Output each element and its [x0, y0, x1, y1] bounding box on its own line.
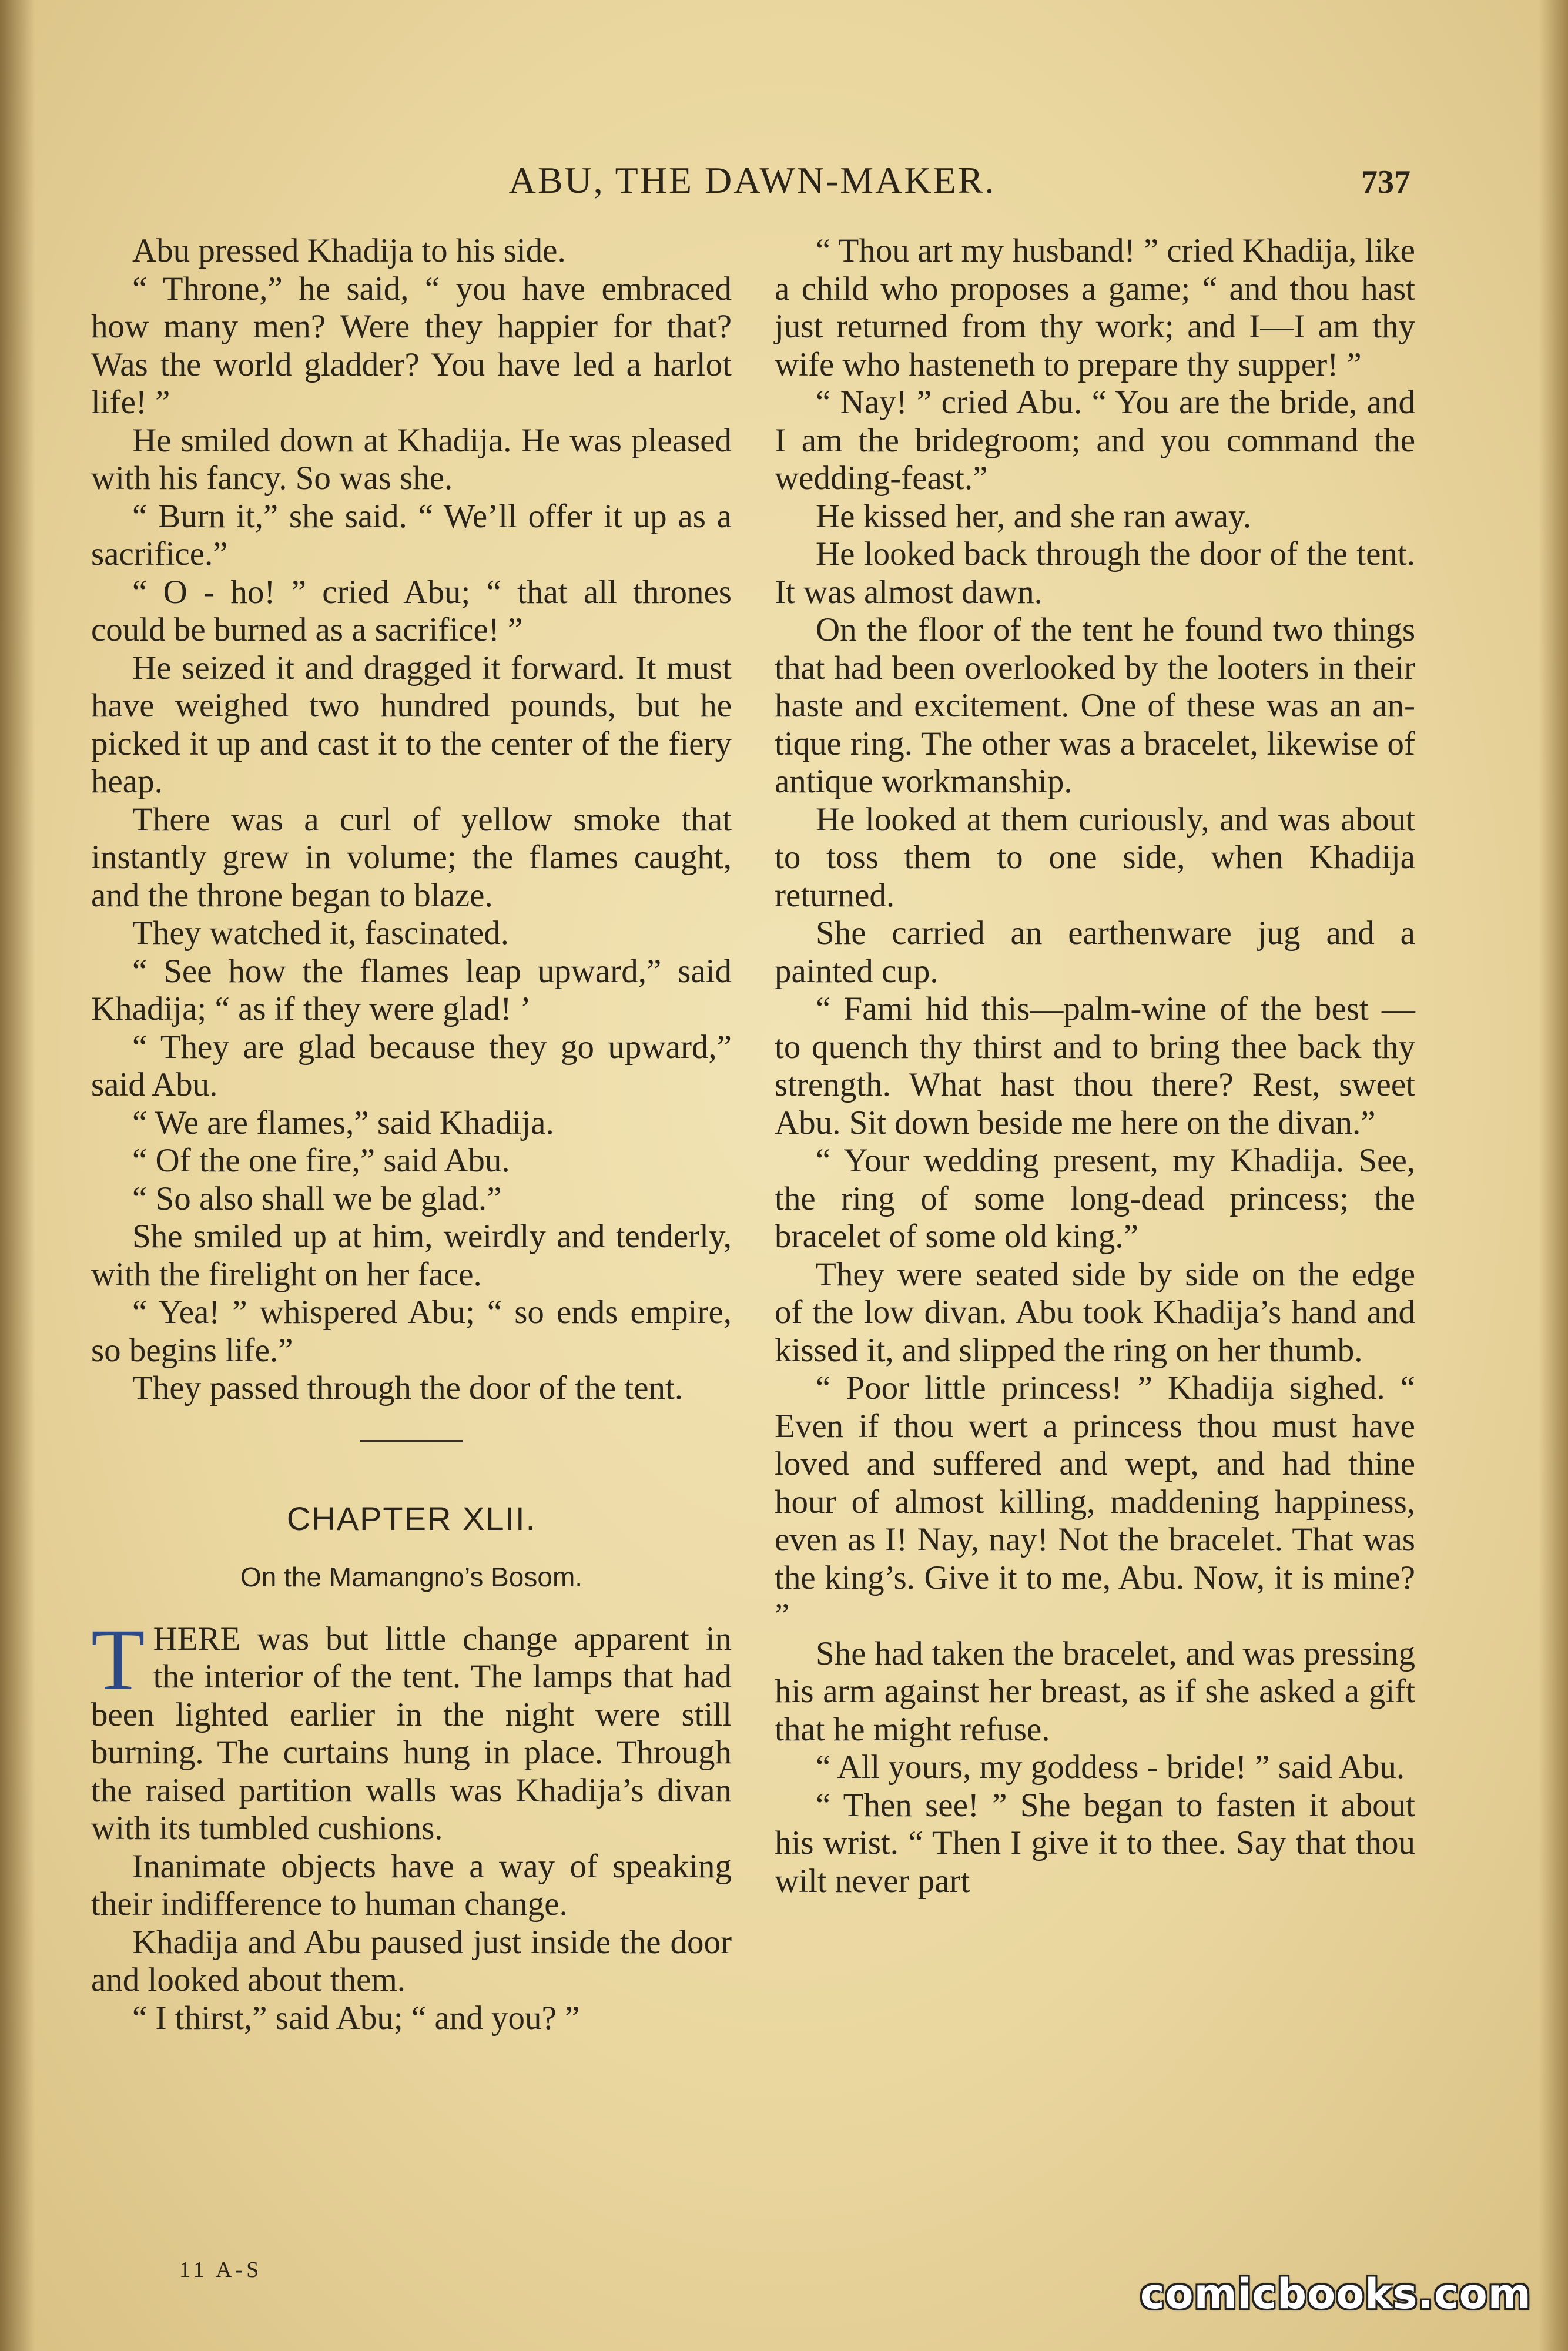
paragraph: He looked back through the door of the tent. It was almost dawn.	[775, 535, 1415, 611]
chapter-opening-paragraph	[91, 1610, 732, 1848]
paragraph: “ Your wedding present, my Khadija. See, the ring of some long-dead princess; the bracelet of some old king.”	[775, 1142, 1415, 1255]
drop-cap: T	[91, 1610, 145, 1709]
printer-signature-mark: 11 A-S	[179, 2258, 263, 2282]
paragraph: He looked at them curiously, and was about to toss them to one side, when Khadija returned.	[775, 801, 1415, 914]
paragraph: He smiled down at Khadija. He was pleased with his fancy. So was she.	[91, 421, 732, 497]
paragraph: There was a curl of yellow smoke that instantly grew in volume; the flames caught, and the throne began to blaze.	[91, 801, 732, 914]
paragraph: “ Fami hid this—palm-wine of the best — to quench thy thirst and to bring thee back thy strength. What hast thou there? Rest, sweet Abu. Sit down beside me here on the divan.”	[775, 990, 1415, 1141]
paragraph: “ I thirst,” said Abu; “ and you? ”	[132, 1999, 580, 2037]
paragraph: “ Poor little princess! ” Khadija sighed. “ Even if thou wert a princess thou must have loved and suffered and wept, and had thine hour of almost killing, maddening happiness, even as I! Nay, nay! Not the bracelet. That was the king’s. Give it to me, Abu. Now, it is mine? ”	[775, 1369, 1415, 1634]
chapter-title: CHAPTER XLII.	[286, 1499, 537, 1537]
paragraph: They watched it, fascinated.	[132, 915, 509, 952]
paragraph: They were seated side by side on the edge of the low divan. Abu took Khadija’s hand and kissed it, and slipped the ring on her thumb.	[775, 1255, 1415, 1369]
paragraph: She carried an earthenware jug and a painted cup.	[775, 915, 1415, 990]
paragraph: Abu pressed Khadija to his side.	[132, 232, 566, 269]
paragraph: “ See how the flames leap upward,” said Khadija; “ as if they were glad! ’	[91, 952, 732, 1027]
running-title: ABU, THE DAWN-MAKER.	[508, 159, 996, 201]
paragraph: “ Burn it,” she said. “ We’ll offer it up as a sacrifice.”	[91, 497, 732, 572]
page-number: 737	[1361, 164, 1410, 200]
paragraph: “ All yours, my goddess - bride! ” said Abu.	[816, 1749, 1405, 1786]
paragraph: She had taken the bracelet, and was pressing his arm against her breast, as if she asked a gift that he might refuse.	[775, 1635, 1415, 1748]
paragraph: “ Nay! ” cried Abu. “ You are the bride, and I am the bridegroom; and you command the wedding-feast.”	[775, 384, 1415, 497]
site-watermark: comicbooks.com	[1140, 2270, 1532, 2318]
paragraph: “ Then see! ” She began to fasten it about his wrist. “ Then I give it to thee. Say that thou wilt never part	[775, 1786, 1415, 1900]
paragraph: “ Throne,” he said, “ you have embraced how many men? Were they happier for that? Was the world gladder? You have led a harlot life! ”	[91, 270, 732, 421]
paragraph: He seized it and dragged it forward. It must have weighed two hundred pounds, but he picked it up and cast it to the center of the fiery heap.	[91, 649, 732, 800]
paragraph: On the floor of the tent he found two things that had been overlooked by the looters in their haste and excitement. One of these was an antique ring. The other was a bracelet, likewise of antique workmanship.	[775, 611, 1415, 800]
paragraph: Inanimate objects have a way of speaking their indifference to human change.	[91, 1847, 732, 1923]
chapter-subtitle: On the Mamangno’s Bosom.	[240, 1561, 583, 1592]
paragraph: HERE was but little change apparent in the interior of the tent. The lamps that had been lighted earlier in the night were still burning. The curtains hung in place. Through the raised partition walls was Khadija’s divan with its tumbled cushions.	[91, 1620, 732, 1847]
paragraph: “ We are flames,” said Khadija.	[132, 1104, 554, 1141]
paragraph: “ So also shall we be glad.”	[132, 1180, 502, 1217]
paragraph: He kissed her, and she ran away.	[816, 497, 1252, 535]
left-column	[91, 232, 732, 2037]
right-column	[775, 232, 1415, 1900]
paragraph: She smiled up at him, weirdly and tenderly, with the firelight on her face.	[91, 1218, 732, 1293]
paragraph: They passed through the door of the tent.	[132, 1369, 684, 1406]
section-divider	[360, 1440, 463, 1442]
paragraph: “ They are glad because they go upward,” said Abu.	[91, 1028, 732, 1103]
paragraph: “ Of the one fire,” said Abu.	[132, 1142, 510, 1179]
paragraph: “ Thou art my husband! ” cried Khadija, like a child who proposes a game; “ and thou hast just returned from thy work; and I—I am thy wife who hasteneth to prepare thy supper! ”	[775, 232, 1415, 383]
paragraph: “ O - ho! ” cried Abu; “ that all thrones could be burned as a sacrifice! ”	[91, 573, 732, 648]
paragraph: Khadija and Abu paused just inside the door and looked about them.	[91, 1923, 732, 1998]
paragraph: “ Yea! ” whispered Abu; “ so ends empire, so begins life.”	[91, 1294, 732, 1369]
